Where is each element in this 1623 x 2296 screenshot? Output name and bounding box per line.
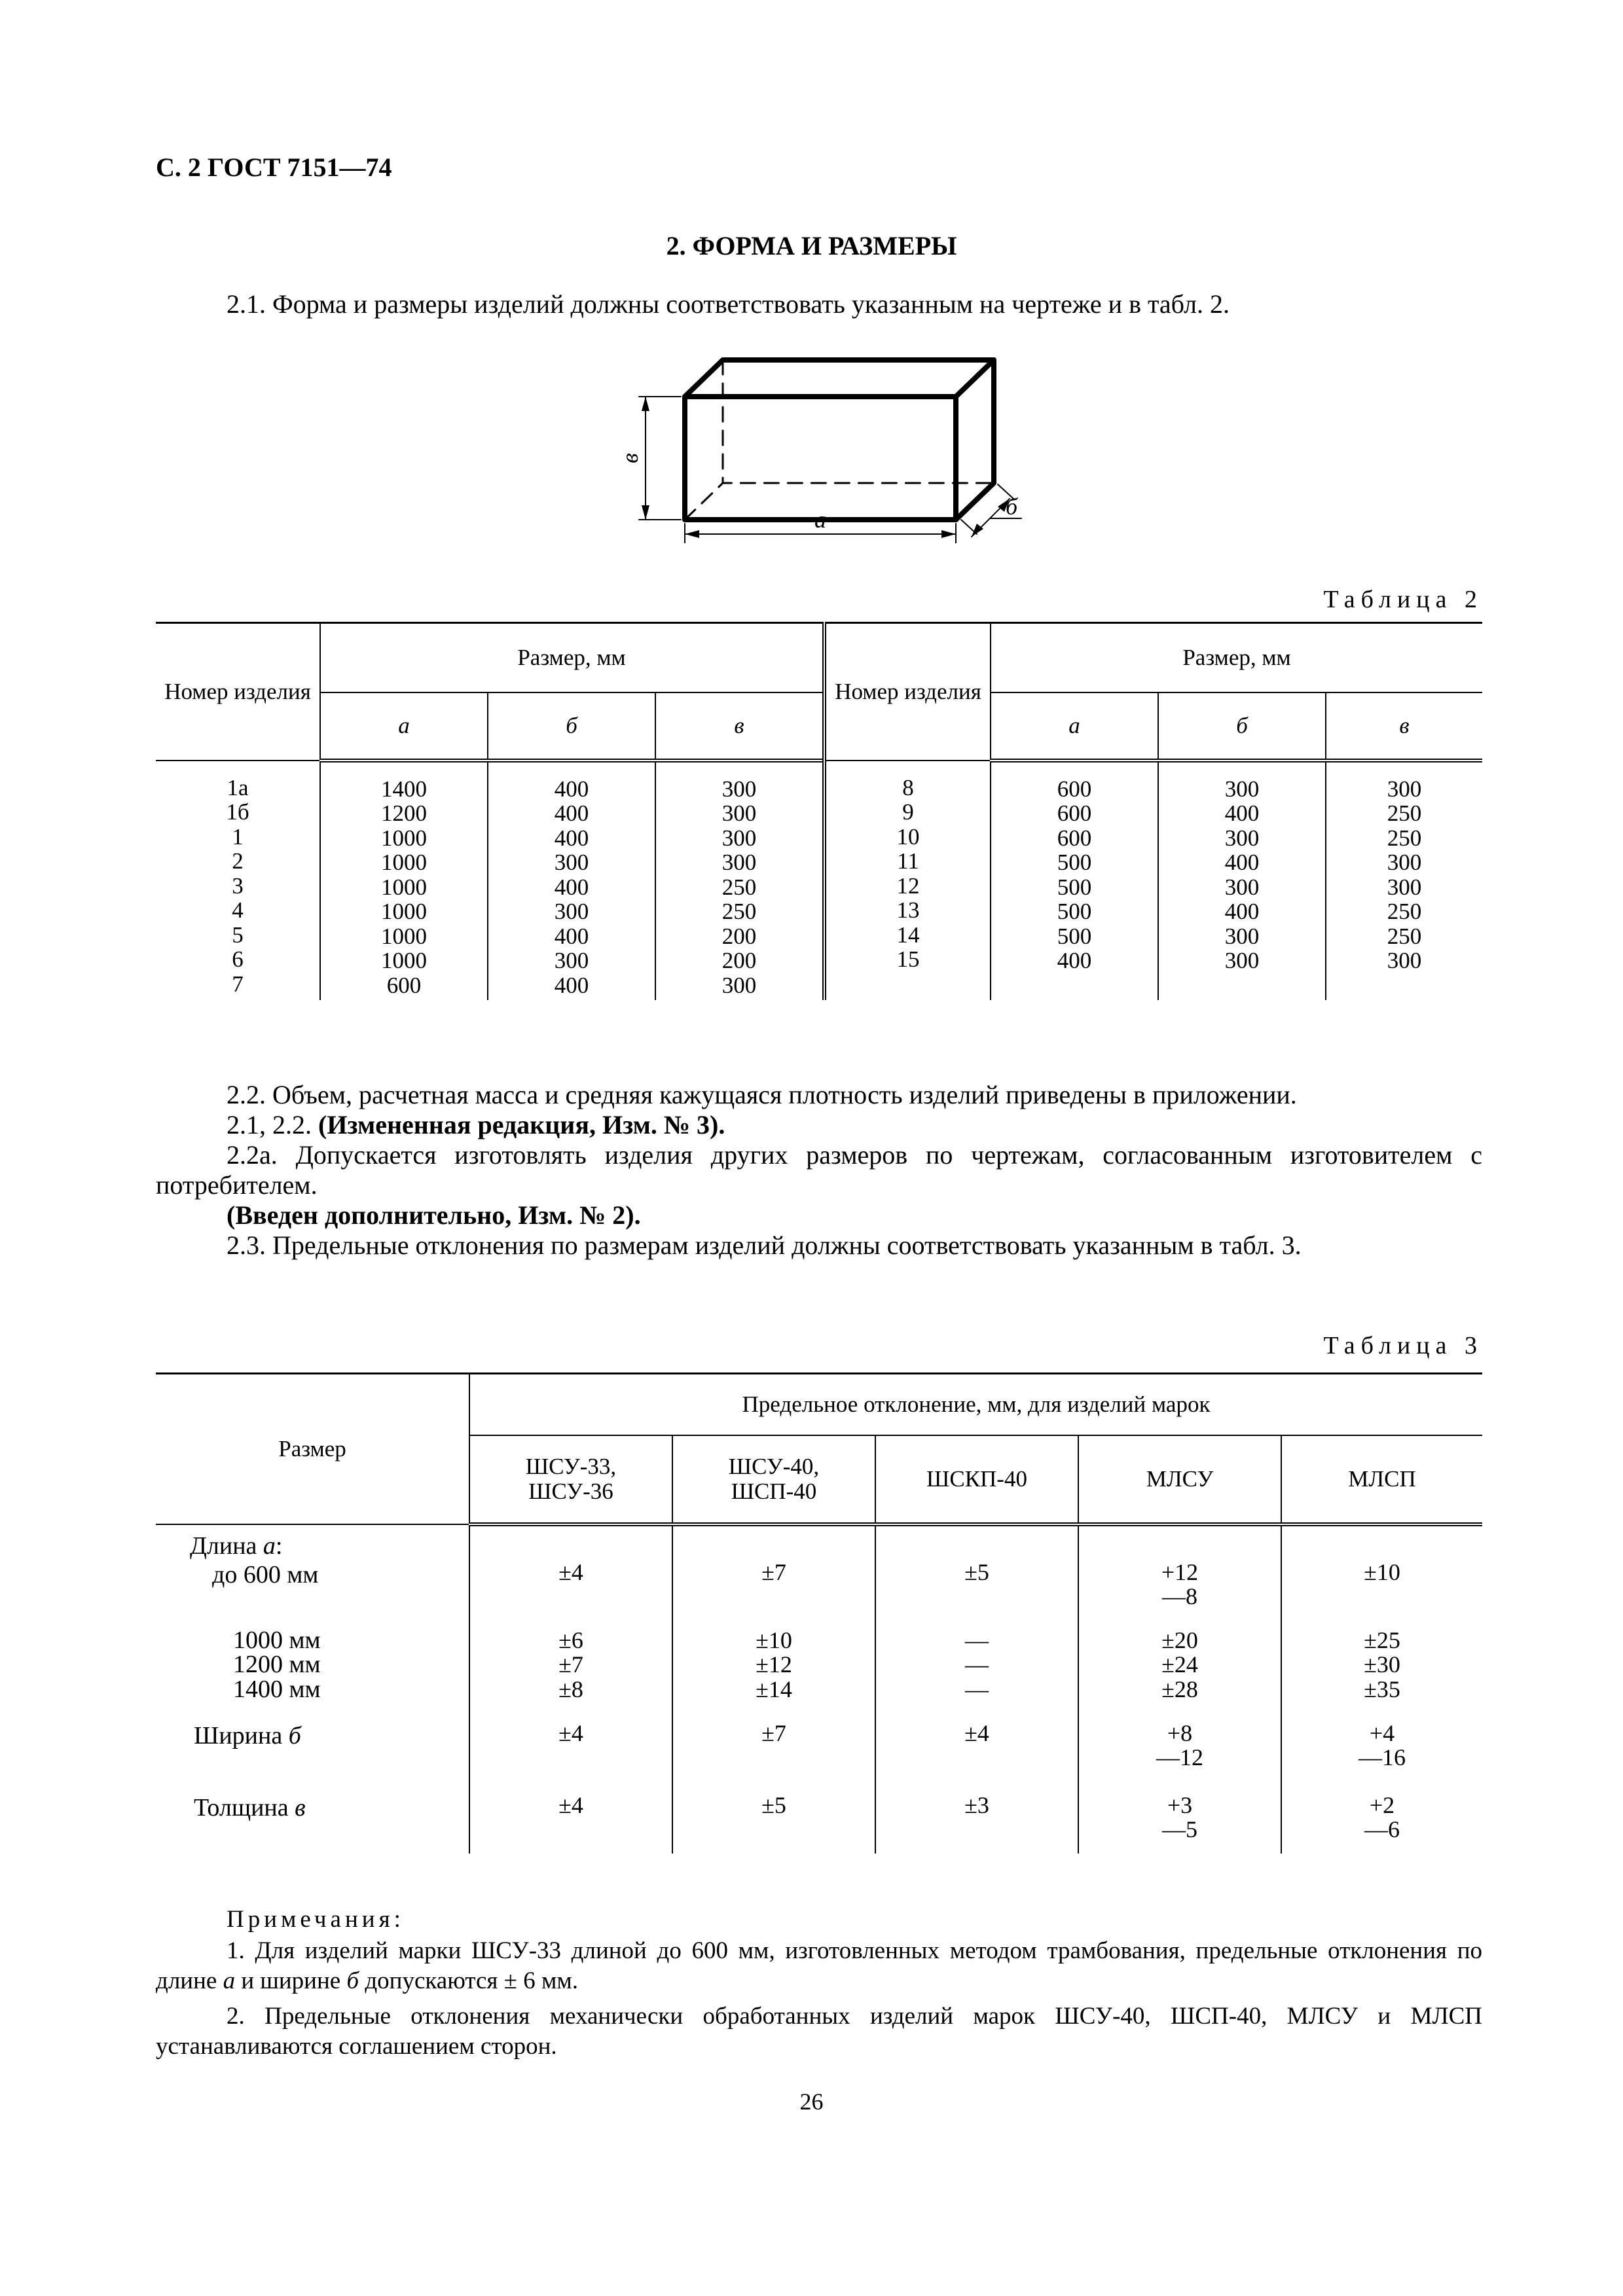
t3-cell: ±7 <box>672 1721 875 1793</box>
t2-value: 8 <box>902 774 914 800</box>
t2-value: 250 <box>721 874 757 900</box>
t2-value: 600 <box>1057 800 1092 826</box>
paragraph-2-2a-amend: (Введен дополнительно, Изм. № 2). <box>227 1200 641 1230</box>
t2-value: 300 <box>1224 874 1260 900</box>
t2-value: 1400 <box>381 776 427 802</box>
t3-cell: ±20 ±24 ±28 <box>1078 1628 1281 1721</box>
t2-value: 1000 <box>381 899 427 924</box>
t2-sub-a-left: а <box>320 692 488 761</box>
t2-value: 1000 <box>381 825 427 851</box>
t2-value: 200 <box>721 923 757 949</box>
t3-brand-2: ШСУ-40, ШСП-40 <box>672 1435 875 1524</box>
t3-cell: +12 —8 <box>1078 1560 1281 1628</box>
t2-value: 300 <box>1387 874 1422 900</box>
t3-cell: ±4 <box>469 1560 672 1628</box>
t2-value: 250 <box>1387 800 1422 826</box>
t3-cell: ±5 <box>875 1560 1078 1628</box>
t2-value: 13 <box>896 897 920 923</box>
t2-value: 4 <box>232 897 244 923</box>
t3-row-label: до 600 мм <box>212 1560 319 1588</box>
t2-left-numbers <box>156 761 320 1001</box>
t3-cell: ±7 <box>672 1560 875 1628</box>
t2-value: 12 <box>896 872 920 899</box>
t3-cell: ±10 <box>1281 1560 1482 1628</box>
t2-value: 300 <box>1387 948 1422 973</box>
note-1: 1. Для изделий марки ШСУ-33 длиной до 600 мм, изготовленных методом трамбования, предельные отклонения по длине а и ширине б допускаются ± 6 мм. <box>156 1937 1482 1994</box>
t2-value: 1000 <box>381 948 427 973</box>
t2-value: 400 <box>554 800 589 826</box>
paragraph-2-1: 2.1. Форма и размеры изделий должны соответствовать указанным на чертеже и в табл. 2. <box>227 289 1230 319</box>
t2-value: 1 <box>232 823 244 850</box>
t2-value: 400 <box>1224 800 1260 826</box>
page-header: С. 2 ГОСТ 7151—74 <box>156 152 392 182</box>
t2-value: 300 <box>721 825 757 851</box>
section-title: 2. ФОРМА И РАЗМЕРЫ <box>666 231 957 260</box>
t3-cell: ±25 ±30 ±35 <box>1281 1628 1482 1721</box>
t2-value: 300 <box>1224 948 1260 973</box>
t2-value: 5 <box>232 922 244 948</box>
t3-brand-1: ШСУ-33, ШСУ-36 <box>469 1435 672 1524</box>
paragraph-2-2: 2.2. Объем, расчетная масса и средняя кажущаяся плотность изделий приведены в приложении. <box>227 1080 1297 1109</box>
t3-cell: ±4 <box>469 1793 672 1854</box>
t2-value: 250 <box>1387 825 1422 851</box>
t2-value: 1000 <box>381 923 427 949</box>
page-number: 26 <box>799 2089 824 2115</box>
t2-value: 400 <box>1224 899 1260 924</box>
t2-value: 300 <box>1224 923 1260 949</box>
t2-value: 10 <box>896 823 920 850</box>
t2-value: 300 <box>554 948 589 973</box>
t2-left-a <box>320 761 488 1001</box>
t2-value: 400 <box>554 776 589 802</box>
t3-cell: — — — <box>875 1628 1078 1721</box>
t2-col-size-right: Размер, мм <box>991 623 1482 692</box>
table2-caption: Таблица 2 <box>1323 586 1483 613</box>
t2-value: 300 <box>1224 776 1260 802</box>
t2-value: 1000 <box>381 874 427 900</box>
t2-value: 600 <box>386 972 422 998</box>
t2-value: 15 <box>896 946 920 972</box>
label-b: б <box>1006 493 1018 520</box>
t2-value: 400 <box>1224 850 1260 875</box>
t2-value: 3 <box>232 872 244 899</box>
t2-value: 500 <box>1057 923 1092 949</box>
t2-value: 300 <box>554 850 589 875</box>
t2-value: 400 <box>554 972 589 998</box>
t3-row-label-thickness: Толщина в <box>194 1793 306 1821</box>
t3-col-deviation: Предельное отклонение, мм, для изделий марок <box>469 1374 1482 1435</box>
t3-cell: ±5 <box>672 1793 875 1854</box>
paragraph-2-2-amend <box>227 1110 725 1140</box>
t2-value: 500 <box>1057 899 1092 924</box>
t2-value: 14 <box>896 922 920 948</box>
t3-cell: +4 —16 <box>1281 1721 1482 1793</box>
t2-value: 400 <box>554 874 589 900</box>
t2-value: 1б <box>226 799 249 825</box>
t3-brand-4: МЛСУ <box>1078 1435 1281 1524</box>
t2-right-a <box>991 761 1158 1001</box>
t2-value: 250 <box>1387 899 1422 924</box>
t2-value: 7 <box>232 971 244 997</box>
t2-value: 1а <box>227 774 249 800</box>
t3-cell: +3 —5 <box>1078 1793 1281 1854</box>
t2-right-numbers <box>824 761 991 1001</box>
t3-cell: +8 —12 <box>1078 1721 1281 1793</box>
t3-row-label: 1000 мм 1200 мм 1400 мм <box>233 1626 321 1703</box>
t3-cell: ±4 <box>875 1721 1078 1793</box>
label-a: а <box>814 507 826 533</box>
t2-value: 2 <box>232 848 244 874</box>
t2-value: 400 <box>554 923 589 949</box>
t2-value: 300 <box>721 850 757 875</box>
t2-value: 400 <box>1057 948 1092 973</box>
paragraph-2-2a: 2.2а. Допускается изготовлять изделия других размеров по чертежам, согласованным изготовителем с потребителем. <box>156 1140 1482 1200</box>
t2-value: 300 <box>721 972 757 998</box>
table-2 <box>156 622 1482 1000</box>
t2-left-v <box>655 761 824 1001</box>
t3-cell: ±6 ±7 ±8 <box>469 1628 672 1721</box>
t3-cell: ±3 <box>875 1793 1078 1854</box>
t3-length-label: Длина а: <box>190 1532 283 1560</box>
table3-caption: Таблица 3 <box>1323 1332 1483 1359</box>
t2-right-v <box>1326 761 1482 1001</box>
t2-value: 500 <box>1057 874 1092 900</box>
amend-plain: 2.1, 2.2. <box>227 1110 318 1139</box>
t2-value: 1200 <box>381 800 427 826</box>
t3-cell: ±4 <box>469 1721 672 1793</box>
t2-col-size-left: Размер, мм <box>320 623 824 692</box>
t2-sub-b-right: б <box>1158 692 1326 761</box>
t2-value: 400 <box>554 825 589 851</box>
t2-sub-v-right: в <box>1326 692 1482 761</box>
t2-sub-a-right: а <box>991 692 1158 761</box>
t2-value: 600 <box>1057 776 1092 802</box>
t2-value: 250 <box>721 899 757 924</box>
brick-hidden-edges <box>685 483 994 520</box>
t2-value: 1000 <box>381 850 427 875</box>
notes-title: Примечания: <box>227 1906 405 1933</box>
note-2: 2. Предельные отклонения механически обработанных изделий марок ШСУ-40, ШСП-40, МЛСУ и МЛСП устанавливаются соглашением сторон. <box>156 2003 1482 2060</box>
paragraph-2-3: 2.3. Предельные отклонения по размерам изделий должны соответствовать указанным в табл. 3. <box>227 1230 1302 1260</box>
t2-value: 300 <box>721 800 757 826</box>
brick-right-face <box>956 360 994 520</box>
t2-value: 200 <box>721 948 757 973</box>
amend-bold: (Измененная редакция, Изм. № 3). <box>318 1110 725 1139</box>
t2-value: 9 <box>902 799 914 825</box>
t2-value: 6 <box>232 946 244 972</box>
t2-value: 300 <box>1387 776 1422 802</box>
t3-cell: +2 —6 <box>1281 1793 1482 1854</box>
t3-brand-5: МЛСП <box>1281 1435 1482 1524</box>
t3-brand-3: ШСКП-40 <box>875 1435 1078 1524</box>
t2-value: 500 <box>1057 850 1092 875</box>
t2-value: 300 <box>554 899 589 924</box>
t2-right-b <box>1158 761 1326 1001</box>
t3-row-label-width: Ширина б <box>194 1721 301 1749</box>
t2-left-b <box>488 761 655 1001</box>
t2-sub-v-left: в <box>655 692 824 761</box>
t2-value: 250 <box>1387 923 1422 949</box>
t2-value: 600 <box>1057 825 1092 851</box>
label-v: в <box>617 453 643 463</box>
t2-value: 300 <box>1387 850 1422 875</box>
t2-col-number-left: Номер изделия <box>156 623 320 761</box>
brick-top-face <box>685 360 994 397</box>
t2-col-number-right: Номер изделия <box>824 623 991 761</box>
t2-value: 300 <box>1224 825 1260 851</box>
t2-sub-b-left: б <box>488 692 655 761</box>
t3-col-size: Размер <box>156 1374 469 1524</box>
t2-value: 11 <box>897 848 919 874</box>
table-3 <box>156 1372 1482 1854</box>
t3-cell: ±10 ±12 ±14 <box>672 1628 875 1721</box>
brick-drawing <box>589 347 1048 543</box>
t2-value: 300 <box>721 776 757 802</box>
brick-front-face <box>685 397 956 520</box>
